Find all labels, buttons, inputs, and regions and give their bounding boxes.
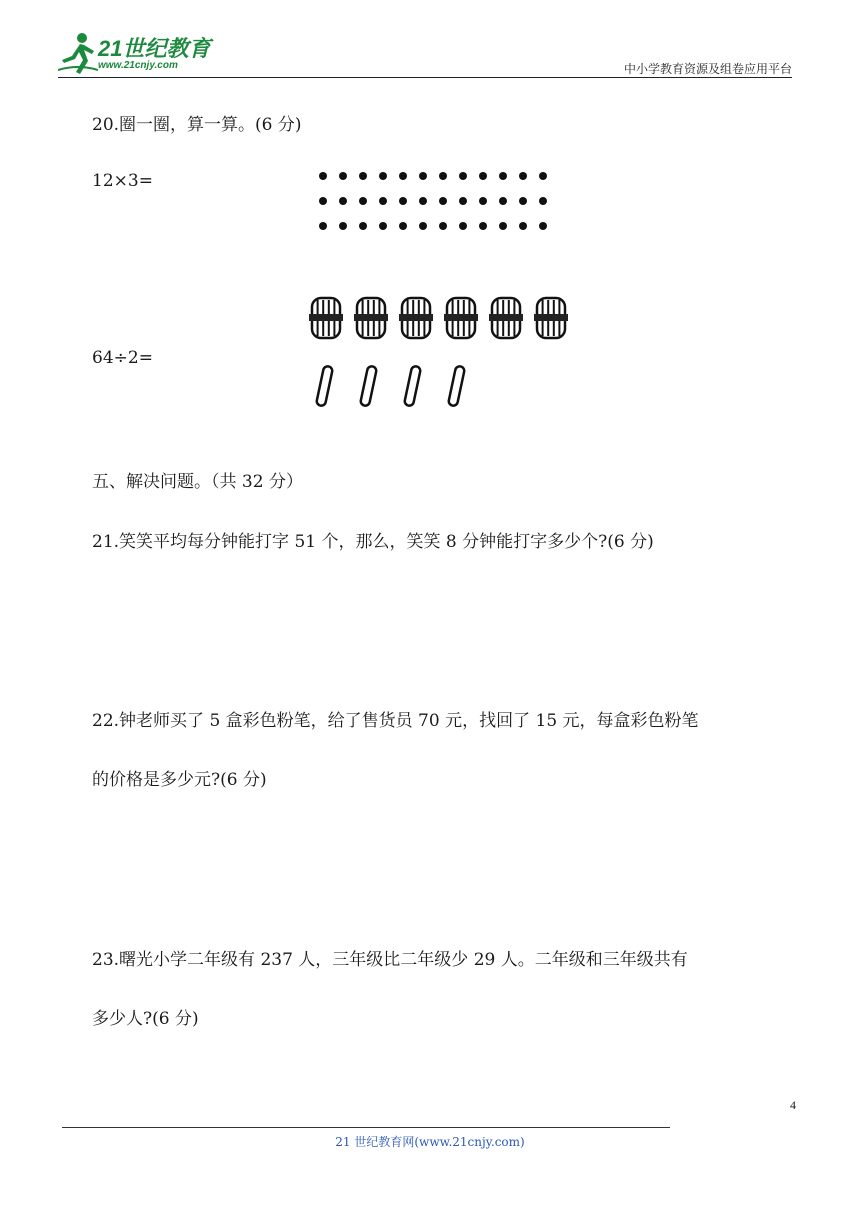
question-23-line-2: 多少人?(6 分) (92, 1009, 199, 1029)
page-header (0, 0, 860, 90)
stick-bundle-icon (489, 298, 523, 338)
dot (479, 172, 487, 180)
question-20-expression-1: 12×3= (92, 171, 153, 191)
question-20-expression-2: 64÷2= (92, 348, 153, 368)
dot (419, 172, 427, 180)
dot (419, 222, 427, 230)
footer-site-link[interactable]: 21 世纪教育网(www.21cnjy.com) (335, 1135, 525, 1149)
dot (519, 172, 527, 180)
dot (479, 222, 487, 230)
dot (459, 222, 467, 230)
dot (459, 197, 467, 205)
logo-url: www.21cnjy.com (98, 60, 178, 71)
dot (319, 222, 327, 230)
dot (339, 222, 347, 230)
stick-bundle-icon (534, 298, 568, 338)
single-stick-icon (316, 366, 333, 407)
dot (439, 197, 447, 205)
logo-text: 21世纪教育 (98, 36, 211, 61)
dot (359, 197, 367, 205)
dot (479, 197, 487, 205)
dot (399, 197, 407, 205)
dot (519, 197, 527, 205)
question-21: 21.笑笑平均每分钟能打字 51 个，那么，笑笑 8 分钟能打字多少个?(6 分) (92, 532, 654, 552)
stick-bundle-icon (399, 298, 433, 338)
dot (319, 197, 327, 205)
dot (539, 222, 547, 230)
stick-bundles-figure (306, 294, 576, 414)
dot (539, 197, 547, 205)
dot (379, 172, 387, 180)
dot (499, 222, 507, 230)
dot (359, 222, 367, 230)
dot (419, 197, 427, 205)
dot (399, 172, 407, 180)
dot (439, 222, 447, 230)
dot (359, 172, 367, 180)
running-man-icon (58, 30, 98, 76)
site-logo (58, 30, 248, 80)
platform-name: 中小学教育资源及组卷应用平台 (623, 62, 792, 76)
dot (339, 172, 347, 180)
stick-bundle-icon (444, 298, 478, 338)
dot (499, 197, 507, 205)
single-stick-icon (404, 366, 421, 407)
section-5-heading: 五、解决问题。（共 32 分） (92, 472, 303, 492)
single-stick-icon (360, 366, 377, 407)
stick-bundle-icon (309, 298, 343, 338)
dot (379, 222, 387, 230)
dot (499, 172, 507, 180)
question-20-title: 20.圈一圈，算一算。(6 分) (92, 115, 302, 135)
dot (519, 222, 527, 230)
dot (319, 172, 327, 180)
question-22-line-1: 22.钟老师买了 5 盒彩色粉笔，给了售货员 70 元，找回了 15 元，每盒彩色粉笔 (92, 711, 699, 731)
page-number: 4 (790, 1098, 796, 1112)
dot-array-figure (312, 164, 562, 234)
dot (459, 172, 467, 180)
header-divider (58, 77, 792, 78)
dot (539, 172, 547, 180)
question-22-line-2: 的价格是多少元?(6 分) (92, 770, 267, 790)
dot (399, 222, 407, 230)
stick-bundle-icon (354, 298, 388, 338)
dot (379, 197, 387, 205)
single-stick-icon (448, 366, 465, 407)
question-23-line-1: 23.曙光小学二年级有 237 人，三年级比二年级少 29 人。二年级和三年级共有 (92, 950, 688, 970)
dot (439, 172, 447, 180)
dot (339, 197, 347, 205)
footer-divider (62, 1127, 670, 1128)
